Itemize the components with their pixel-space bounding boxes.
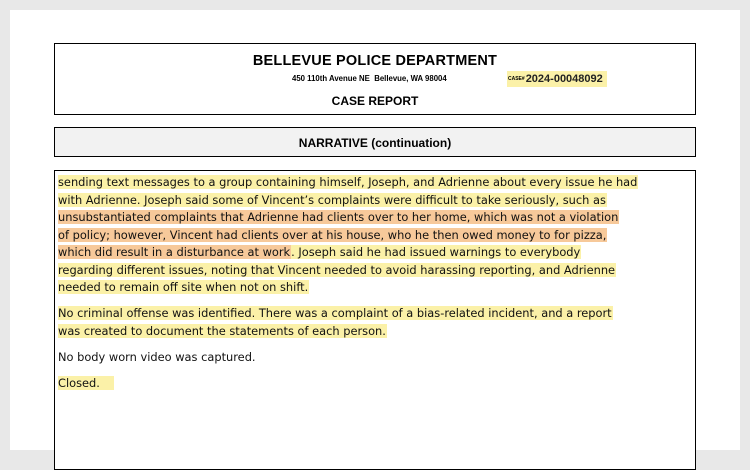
report-header: [54, 43, 696, 115]
narrative-line: . Joseph said he had issued warnings to everybody: [291, 245, 581, 259]
narrative-line-emphasis: unsubstantiated complaints that Adrienne had clients over to her home, which was not a violation: [58, 210, 619, 224]
narrative-line: No criminal offense was identified. There was a complaint of a bias-related incident, and a report: [58, 306, 612, 320]
narrative-line: regarding different issues, noting that Vincent needed to avoid harassing reporting, and Adrienne: [58, 262, 616, 277]
case-number-value: 2024-00048092: [525, 73, 603, 85]
narrative-line: No body worn video was captured.: [58, 349, 256, 364]
narrative-paragraph: [58, 305, 638, 340]
narrative-line: was created to document the statements of each person.: [58, 323, 386, 338]
case-number-label: CASE#: [508, 76, 525, 82]
narrative-line: Closed.: [58, 376, 114, 390]
narrative-paragraph: [58, 174, 638, 297]
narrative-line: needed to remain off site when not on shift.: [58, 280, 309, 294]
narrative-paragraph: [58, 349, 638, 367]
report-page: [10, 10, 740, 450]
report-title: CASE REPORT: [331, 94, 419, 108]
department-address: 450 110th Avenue NE Bellevue, WA 98004: [292, 74, 447, 83]
narrative-line: sending text messages to a group containing himself, Joseph, and Adrienne about every issue he had: [58, 175, 638, 189]
narrative-paragraph: [58, 375, 638, 393]
narrative-line: with Adrienne. Joseph said some of Vincent’s complaints were difficult to take seriously, such as: [58, 192, 606, 207]
narrative-line-emphasis: which did result in a disturbance at work: [58, 245, 291, 259]
narrative-line-emphasis: of policy; however, Vincent had clients over at his house, who he then owed money to for pizza,: [58, 227, 607, 242]
narrative-section-header: [54, 127, 696, 157]
narrative-text: [58, 174, 638, 392]
section-title: NARRATIVE (continuation): [298, 136, 452, 150]
department-name: BELLEVUE POLICE DEPARTMENT: [252, 53, 498, 69]
case-number-field: [507, 71, 607, 87]
narrative-box: [54, 170, 696, 470]
